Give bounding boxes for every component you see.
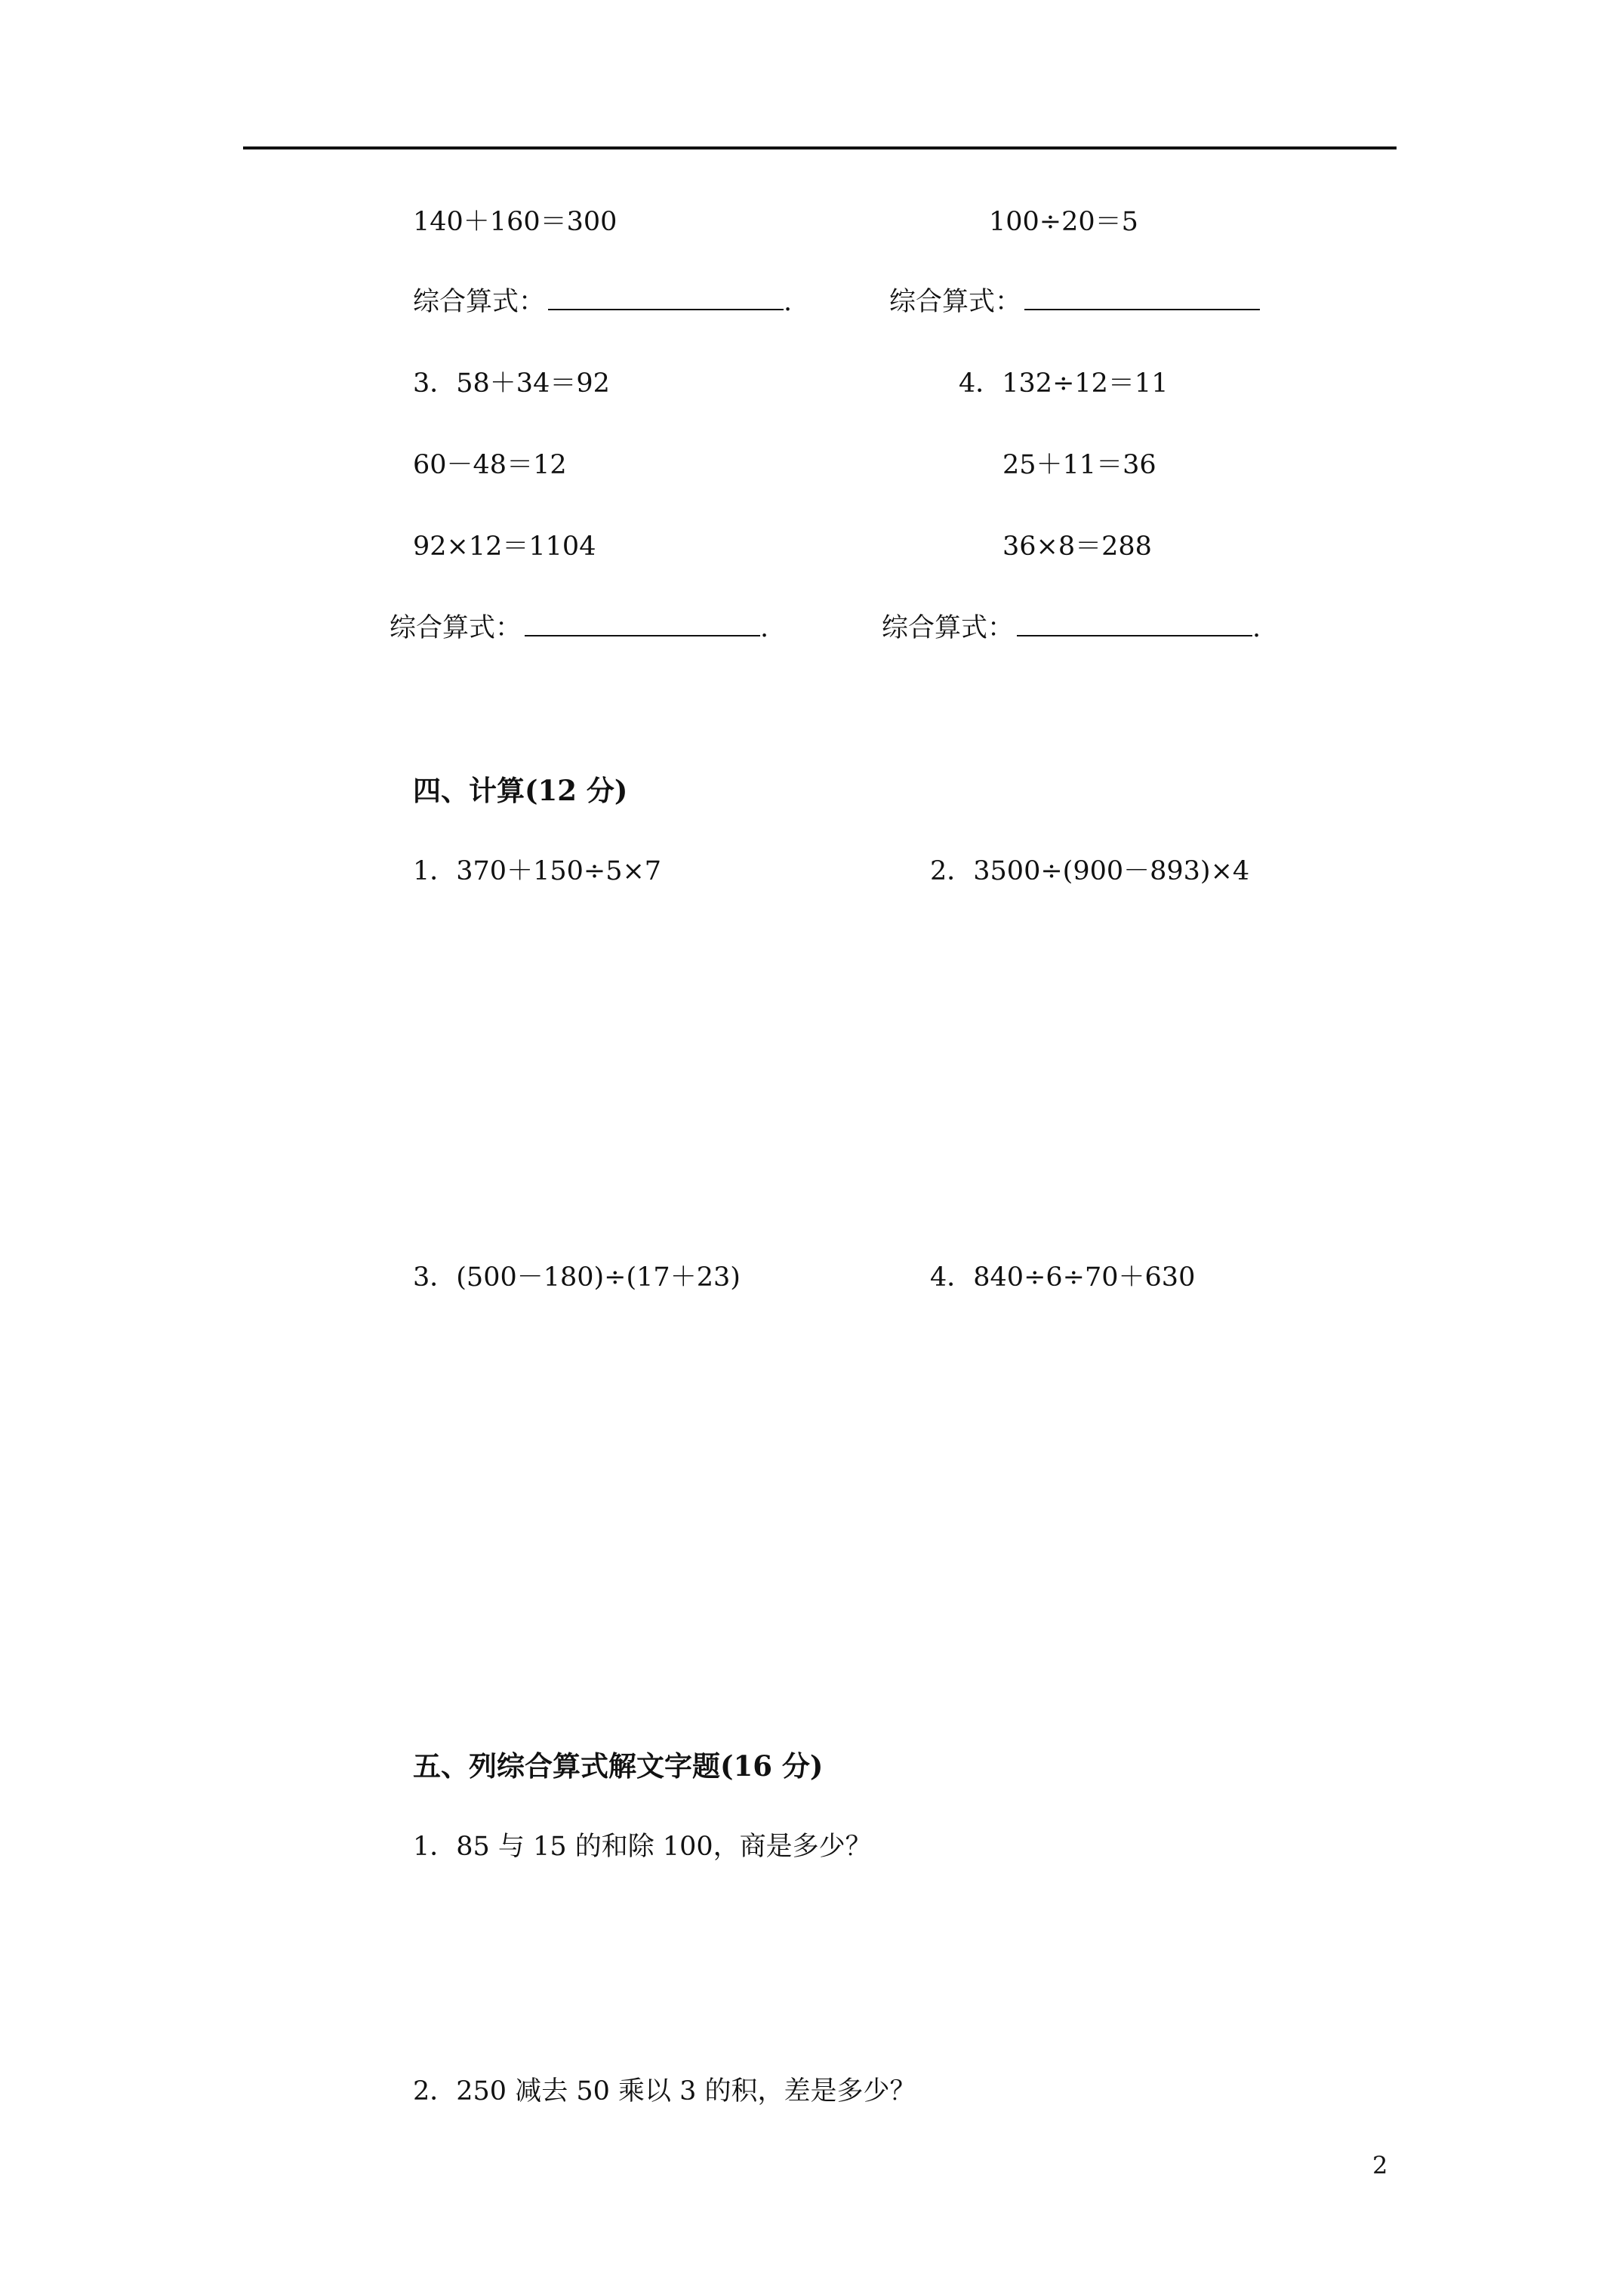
q4-equation-1: 4．132÷12＝11 — [959, 368, 1169, 399]
q1-formula-row — [413, 285, 792, 319]
q3-equation-1: 3．58＋34＝92 — [413, 368, 610, 399]
formula-label: 综合算式： — [882, 613, 1015, 643]
q3-equation-2: 60－48＝12 — [413, 450, 567, 480]
q3-formula-row — [390, 612, 768, 645]
q2-formula-row — [889, 285, 1260, 319]
q4-equation-2: 25＋11＝36 — [1002, 450, 1156, 480]
q1-equation-3: 140＋160＝300 — [413, 207, 617, 237]
q3-equation-3: 92×12＝1104 — [413, 532, 596, 562]
formula-label: 综合算式： — [390, 613, 522, 643]
q2-equation-3: 100÷20＝5 — [989, 207, 1138, 237]
q4-formula-row — [882, 612, 1261, 645]
period: . — [760, 613, 769, 643]
period: . — [784, 287, 793, 317]
calc-item-3: 3．(500－180)÷(17＋23) — [413, 1262, 741, 1293]
q1-answer-blank[interactable] — [548, 286, 784, 310]
word-problem-1: 1．85 与 15 的和除 100，商是多少？ — [413, 1832, 872, 1862]
formula-label: 综合算式： — [889, 287, 1022, 317]
section4-heading: 四、计算(12 分) — [413, 774, 628, 807]
page-number: 2 — [1372, 2151, 1388, 2180]
q2-answer-blank[interactable] — [1024, 286, 1260, 310]
q3-answer-blank[interactable] — [525, 612, 760, 636]
header-rule — [243, 146, 1397, 149]
q4-answer-blank[interactable] — [1017, 612, 1252, 636]
calc-item-1: 1．370＋150÷5×7 — [413, 856, 662, 886]
formula-label: 综合算式： — [413, 287, 546, 317]
section5-heading: 五、列综合算式解文字题(16 分) — [413, 1749, 824, 1783]
period: . — [1252, 613, 1261, 643]
word-problem-2: 2．250 减去 50 乘以 3 的积，差是多少？ — [413, 2076, 916, 2106]
q4-equation-3: 36×8＝288 — [1002, 532, 1152, 562]
calc-item-4: 4．840÷6÷70＋630 — [930, 1262, 1196, 1293]
calc-item-2: 2．3500÷(900－893)×4 — [930, 856, 1250, 886]
